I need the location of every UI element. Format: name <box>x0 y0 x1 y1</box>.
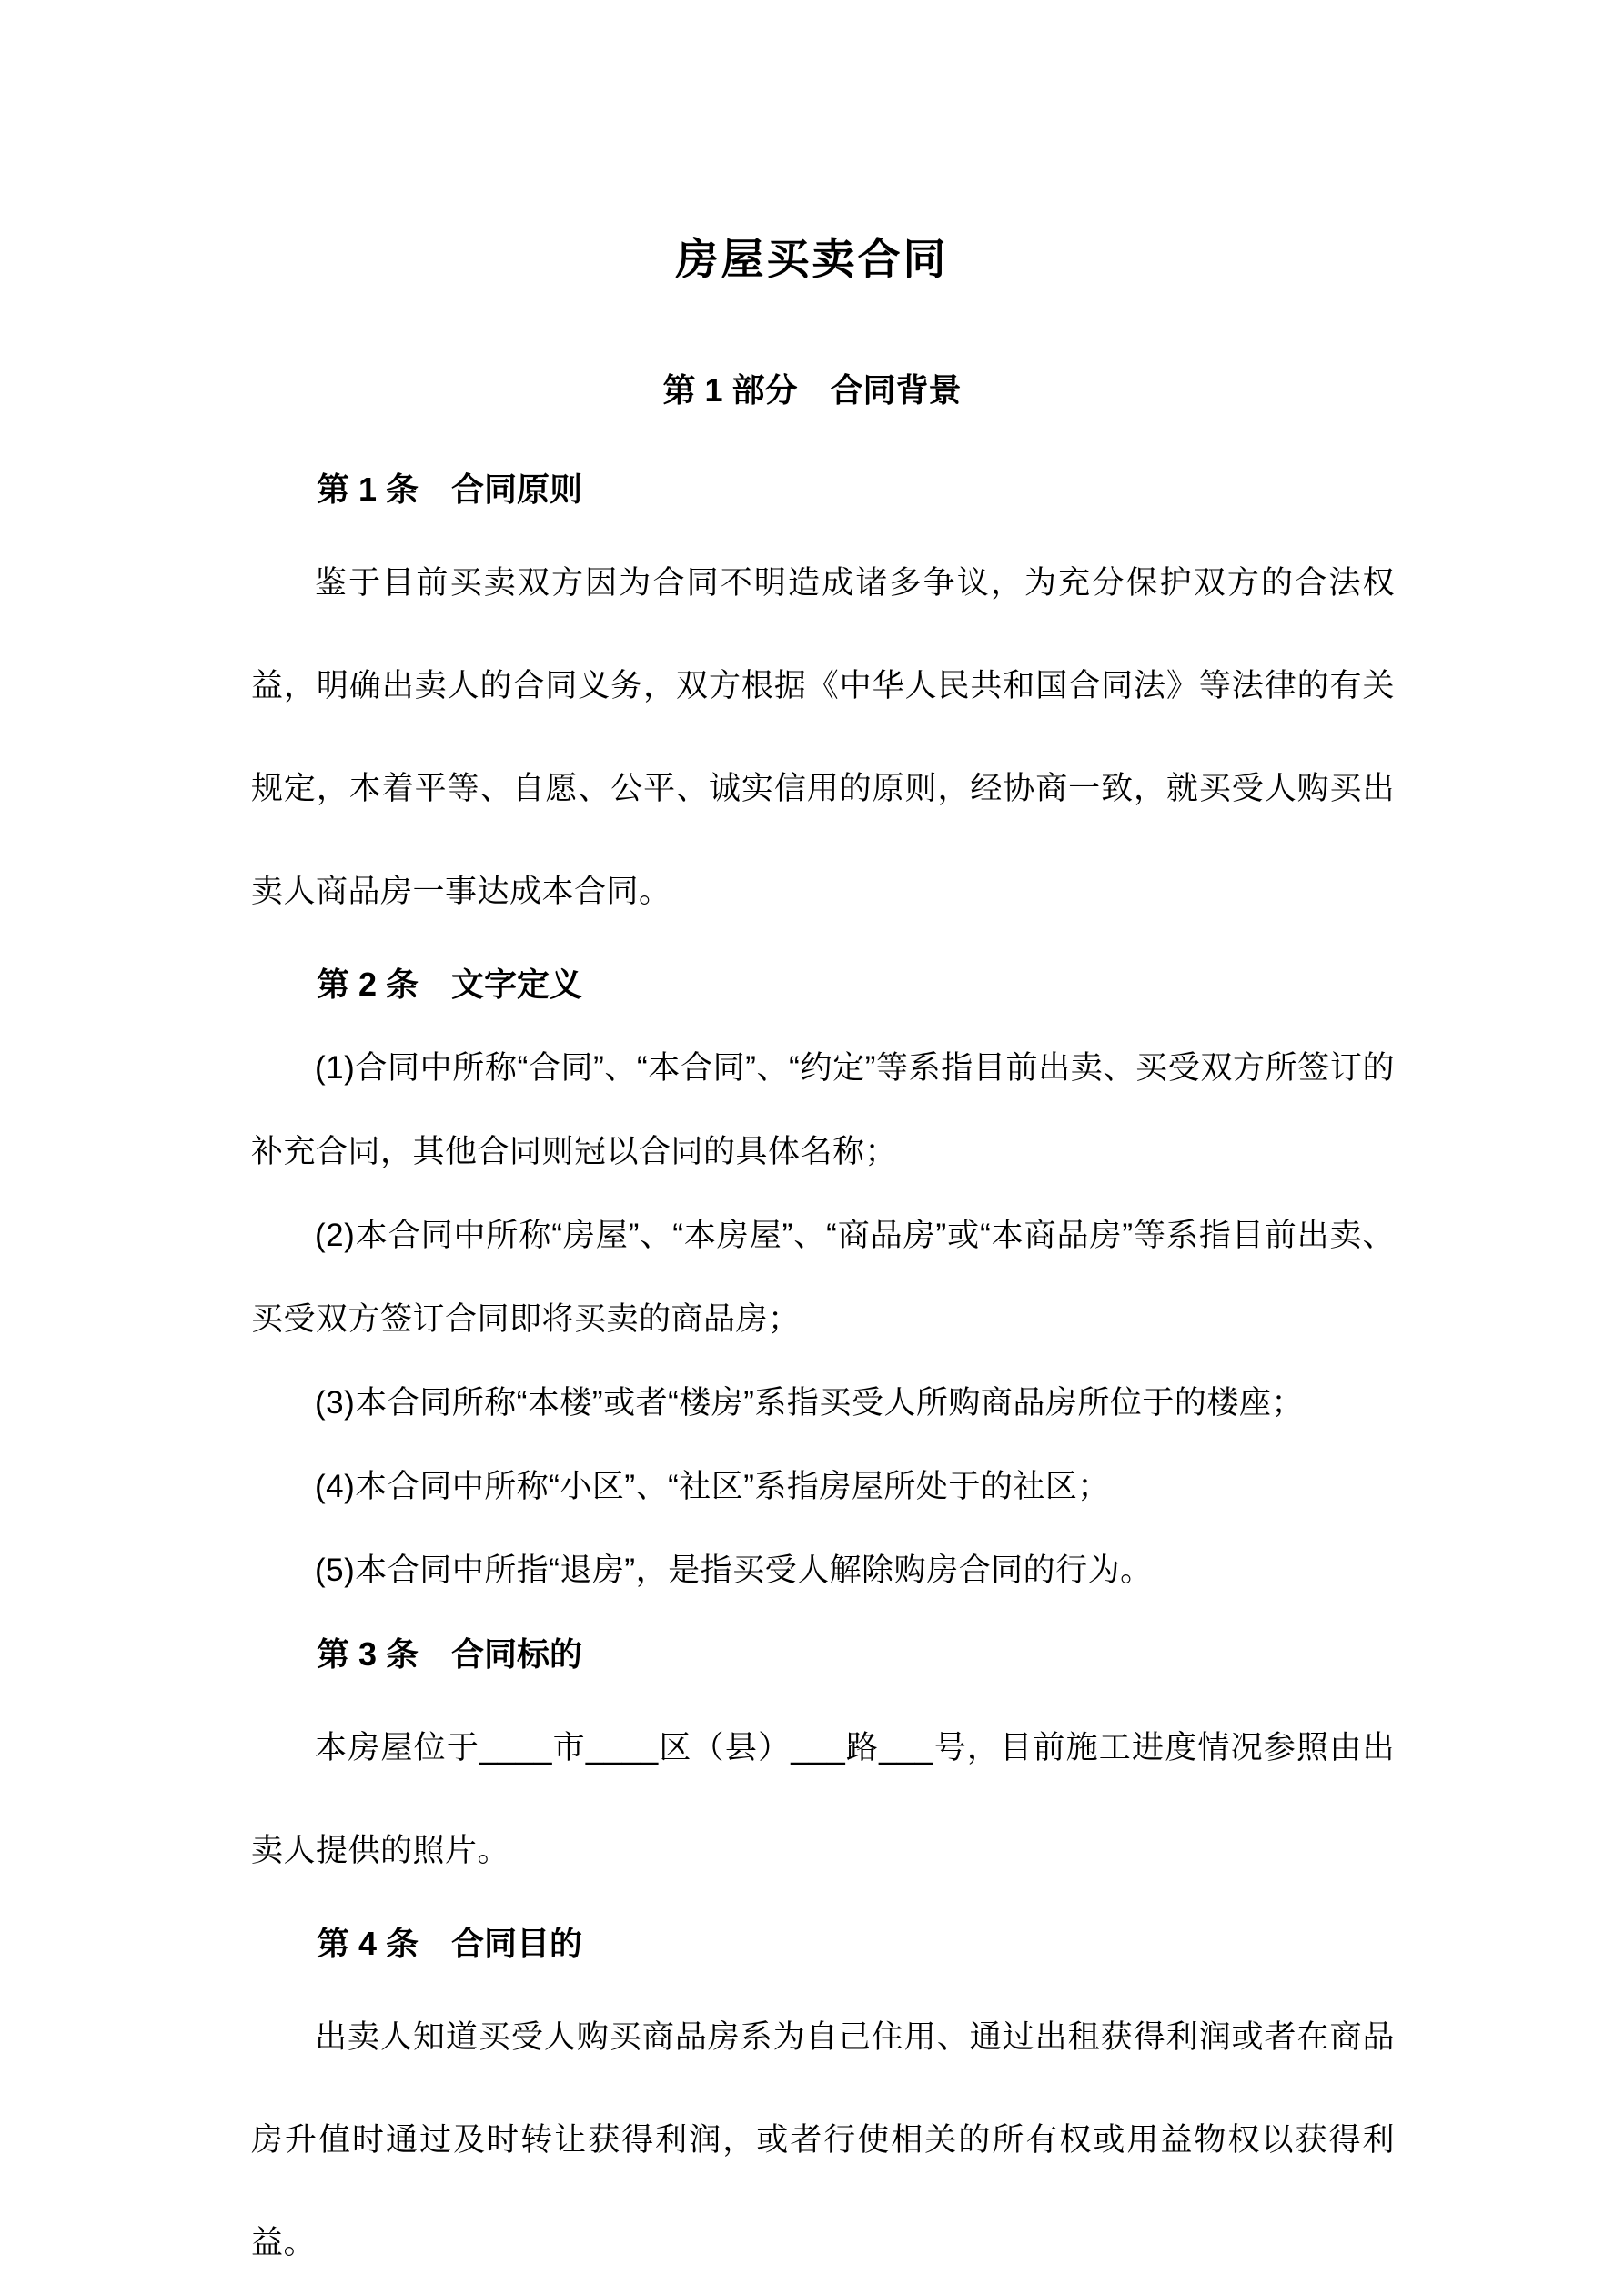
article-2-item-3: (3)本合同所称“本楼”或者“楼房”系指买受人所购商品房所位于的楼座； <box>315 1385 1304 1421</box>
part-1-heading: 第 1 部分 合同背景 <box>662 371 962 409</box>
article-2-item-4: (4)本合同中所称“小区”、“社区”系指房屋所处于的社区； <box>315 1469 1110 1504</box>
article-2-item-5: (5)本合同中所指“退房”，是指买受人解除购房合同的行为。 <box>315 1553 1153 1588</box>
article-2-item-2: (2)本合同中所称“房屋”、“本房屋”、“商品房”或“本商品房”等系指目前出卖、买受双方签订合同即将买卖的商品房； <box>251 1218 1395 1337</box>
article-3-paragraph: 本房屋位于____市____区（县）___路___号，目前施工进度情况参照由出卖人提供的照片。 <box>251 1730 1395 1868</box>
document-body <box>0 448 1624 2294</box>
article-1-contract-principles <box>251 448 1395 943</box>
document-title: 房屋买卖合同 <box>675 235 949 283</box>
article-3-heading: 第 3 条 合同标的 <box>317 1635 583 1673</box>
article-1-heading: 第 1 条 合同原则 <box>317 470 583 508</box>
article-4-paragraph: 出卖人知道买受人购买商品房系为自己住用、通过出租获得利润或者在商品房升值时通过及时转让获得利润，或者行使相关的所有权或用益物权以获得利益。 <box>251 2019 1395 2261</box>
article-2-item-1: (1)合同中所称“合同”、“本合同”、“约定”等系指目前出卖、买受双方所签订的补充合同，其他合同则冠以合同的具体名称； <box>251 1050 1395 1169</box>
article-2-heading: 第 2 条 文字定义 <box>317 966 583 1003</box>
article-3-contract-subject <box>251 1613 1395 1902</box>
article-4-contract-purpose <box>251 1902 1395 2294</box>
article-4-heading: 第 4 条 合同目的 <box>317 1925 583 1962</box>
article-1-paragraph: 鉴于目前买卖双方因为合同不明造成诸多争议，为充分保护双方的合法权益，明确出卖人的合同义务，双方根据《中华人民共和国合同法》等法律的有关规定，本着平等、自愿、公平、诚实信用的原则，经协商一致，就买受人购买出卖人商品房一事达成本合同。 <box>251 565 1395 909</box>
article-2-text-definitions <box>251 943 1395 1613</box>
